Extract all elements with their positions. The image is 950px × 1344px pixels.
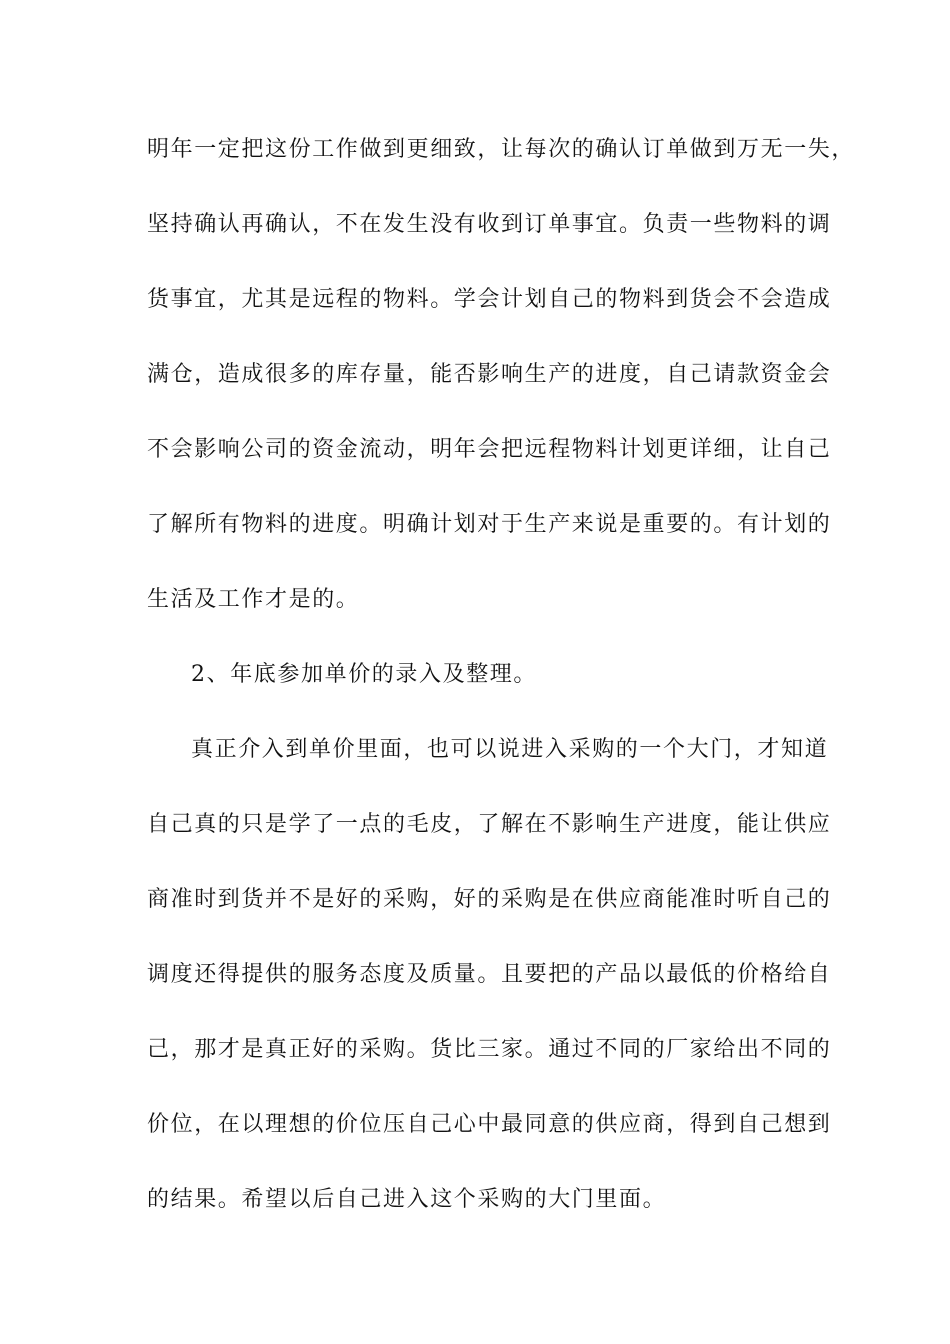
paragraph-line: 货事宜，尤其是远程的物料。学会计划自己的物料到货会不会造成 (147, 287, 832, 312)
paragraph-line: 商准时到货并不是好的采购，好的采购是在供应商能准时听自己的 (147, 887, 832, 912)
paragraph-line: 不会影响公司的资金流动，明年会把远程物料计划更详细，让自己 (147, 437, 832, 462)
paragraph-line: 自己真的只是学了一点的毛皮，了解在不影响生产进度，能让供应 (147, 812, 832, 837)
paragraph-line: 明年一定把这份工作做到更细致，让每次的确认订单做到万无一失， (147, 137, 856, 162)
paragraph-line: 生活及工作才是的。 (147, 587, 360, 612)
paragraph-line: 了解所有物料的进度。明确计划对于生产来说是重要的。有计划的 (147, 512, 832, 537)
paragraph-line: 满仓，造成很多的库存量，能否影响生产的进度，自己请款资金会 (147, 362, 832, 387)
paragraph-line: 真正介入到单价里面，也可以说进入采购的一个大门，才知道 (191, 737, 829, 762)
paragraph-line: 坚持确认再确认，不在发生没有收到订单事宜。负责一些物料的调 (147, 212, 832, 237)
paragraph-line: 价位，在以理想的价位压自己心中最同意的供应商，得到自己想到 (147, 1112, 832, 1137)
paragraph-line: 调度还得提供的服务态度及质量。且要把的产品以最低的价格给自 (147, 962, 832, 987)
section-heading: 2、年底参加单价的录入及整理。 (191, 662, 537, 687)
paragraph-line: 己，那才是真正好的采购。货比三家。通过不同的厂家给出不同的 (147, 1037, 832, 1062)
paragraph-line: 的结果。希望以后自己进入这个采购的大门里面。 (147, 1187, 667, 1212)
